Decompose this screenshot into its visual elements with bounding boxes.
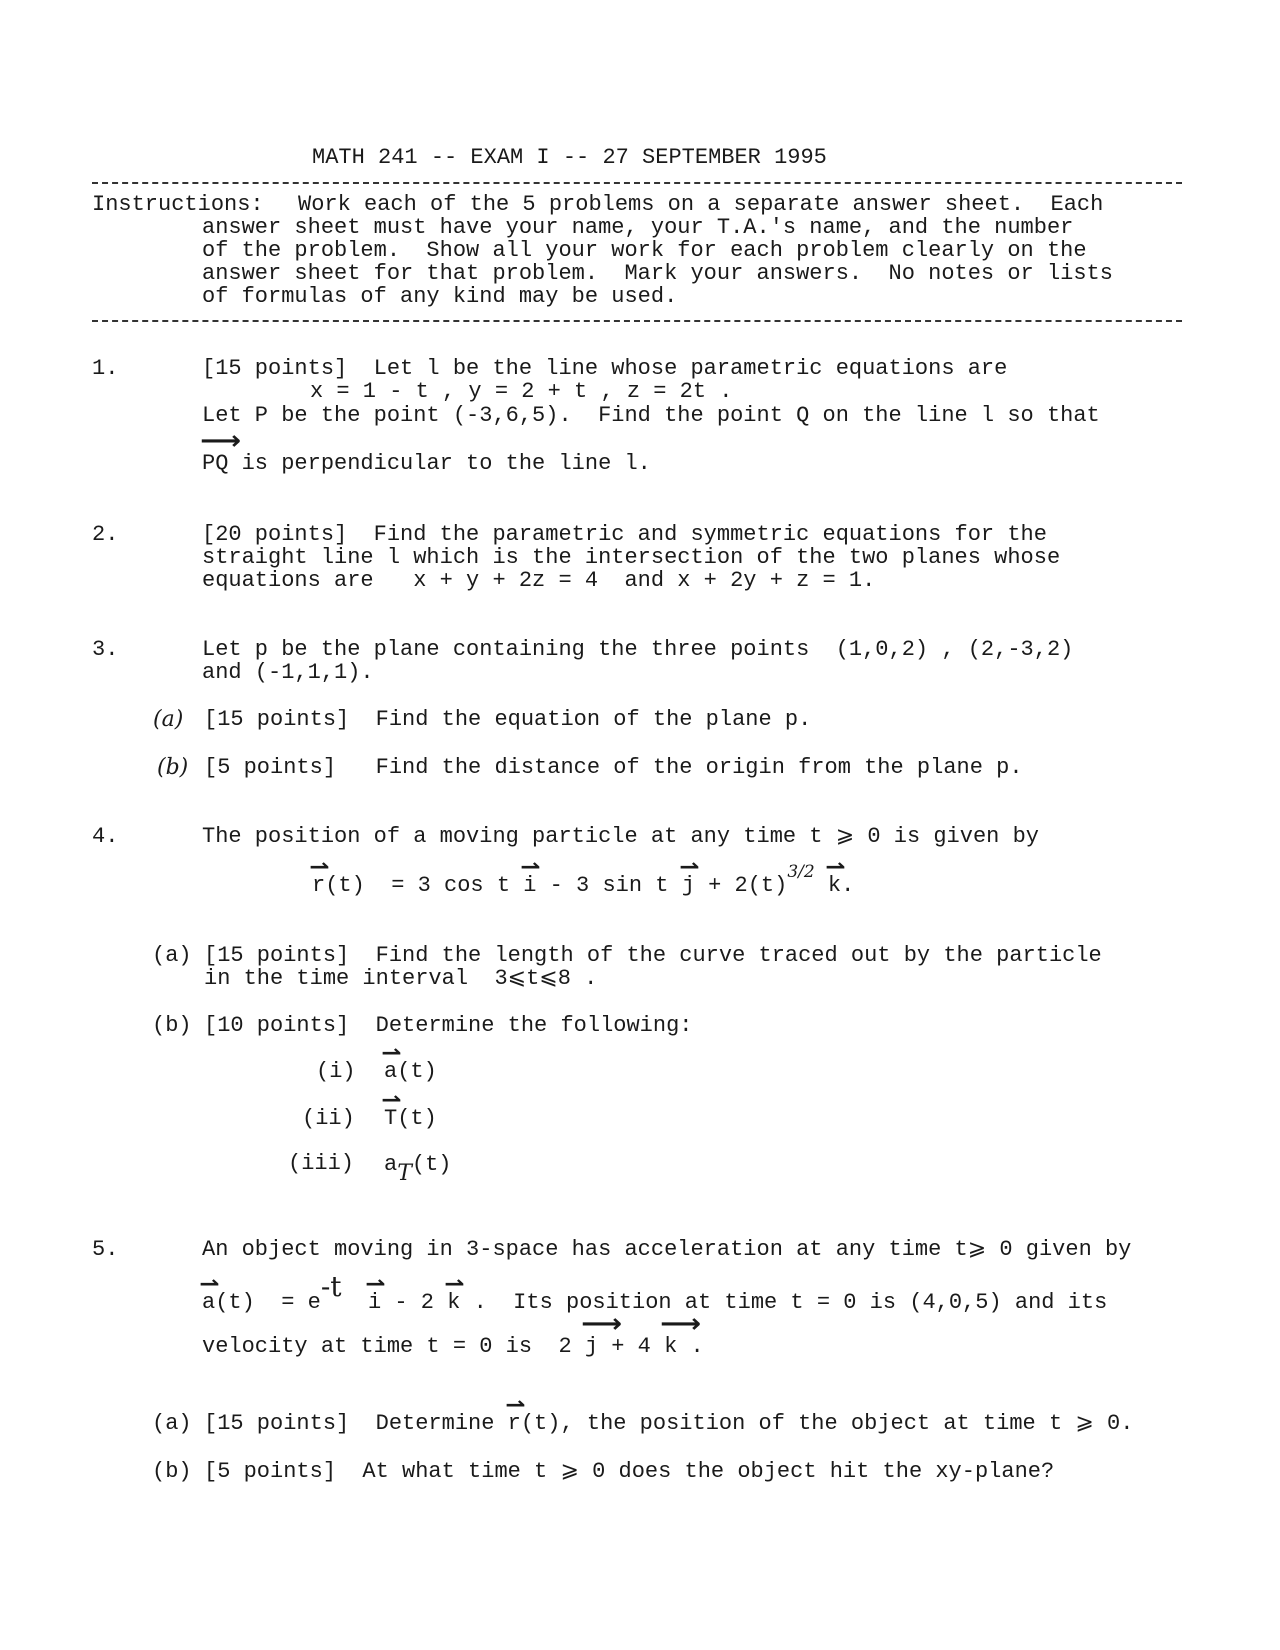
problem-4-position-equation: ⇀ r(t) = 3 cos t ⇀ i - 3 sin t ⇀ $j + 2(t)^{3/2}$ ⇀ k.	[309, 855, 855, 898]
problem-4a-label: (a)	[152, 943, 192, 968]
problem-2-line-1: [20 points] Find the parametric and symmetric equations for the	[202, 522, 1047, 547]
problem-3b-label: (b)	[157, 755, 189, 780]
problem-1-number: 1.	[92, 356, 119, 381]
problem-4b-i-label: (i)	[316, 1059, 356, 1084]
problem-4a-line-1: [15 points] Find the length of the curve traced out by the particle	[204, 943, 1102, 968]
i-vector: ⇀ i	[520, 855, 541, 898]
problem-4-number: 4.	[92, 824, 119, 849]
instructions-line-4: answer sheet for that problem. Mark your answers. No notes or lists	[202, 261, 1113, 286]
exponent: 3/2	[787, 862, 815, 882]
instructions-line-1: Work each of the 5 problems on a separate answer sheet. Each	[298, 192, 1104, 217]
instructions-line-3: of the problem. Show all your work for each problem clearly on the	[202, 238, 1087, 263]
problem-4b-ii-expr: ⇀ T(t)	[381, 1088, 437, 1131]
bottom-divider	[92, 320, 1182, 322]
problem-5b-text: [5 points] At what time t ⩾ 0 does the object hit the xy-plane?	[204, 1459, 1055, 1484]
r-vector: ⇀ r	[504, 1393, 526, 1436]
problem-4b-iii-expr: aT(t)	[384, 1152, 452, 1186]
problem-2-number: 2.	[92, 522, 119, 547]
instructions-label: Instructions:	[92, 192, 264, 217]
problem-3a-text: [15 points] Find the equation of the plane p.	[204, 707, 812, 732]
r-vector: ⇀ r	[309, 855, 330, 898]
problem-4b-ii-label: (ii)	[302, 1106, 355, 1131]
a-vector: ⇀ a	[199, 1272, 220, 1315]
i-vector: ⇀ i	[365, 1272, 386, 1315]
problem-1-line-3: Let P be the point (-3,6,5). Find the point Q on the line l so that	[202, 403, 1100, 428]
problem-5-velocity-line: velocity at time t = 0 is 2 ⟶ j + 4 ⟶ k .	[202, 1309, 704, 1359]
problem-5-line-1: An object moving in 3-space has acceleration at any time t⩾ 0 given by	[202, 1237, 1132, 1262]
problem-3-line-2: and (-1,1,1).	[202, 660, 374, 685]
k-vector: ⇀ k	[824, 855, 846, 898]
exponent: -t	[320, 1270, 342, 1303]
a-vector: ⇀ a	[381, 1041, 402, 1084]
k-vector: ⇀ k	[444, 1272, 465, 1315]
pq-vector: ⟶ PQ	[200, 426, 242, 476]
problem-4-line-1: The position of a moving particle at any time t ⩾ 0 is given by	[202, 824, 1039, 849]
problem-3-number: 3.	[92, 637, 119, 662]
problem-4b-text: [10 points] Determine the following:	[204, 1013, 693, 1038]
instructions-line-2: answer sheet must have your name, your T.A.'s name, and the number	[202, 215, 1074, 240]
problem-5-acceleration-equation: ⇀ a(t) = e-t ⇀ i - 2 ⇀ k . Its position at time t = 0 is (4,0,5) and its	[199, 1270, 1108, 1315]
problem-4a-line-2: in the time interval 3⩽t⩽8 .	[204, 966, 598, 991]
problem-5b-label: (b)	[152, 1459, 192, 1484]
exam-title: MATH 241 -- EXAM I -- 27 SEPTEMBER 1995	[312, 145, 827, 170]
instructions-line-5: of formulas of any kind may be used.	[202, 284, 678, 309]
problem-3-line-1: Let p be the plane containing the three points (1,0,2) , (2,-3,2)	[202, 637, 1074, 662]
j-vector: ⇀ j	[678, 855, 700, 898]
problem-1-line-4: ⟶ PQ is perpendicular to the line l.	[200, 426, 651, 476]
problem-4b-iii-label: (iii)	[288, 1151, 355, 1176]
problem-2-line-2: straight line l which is the intersection of the two planes whose	[202, 545, 1061, 570]
problem-2-line-3: equations are x + y + 2z = 4 and x + 2y + z = 1.	[202, 568, 876, 593]
problem-1-line-1: [15 points] Let l be the line whose parametric equations are	[202, 356, 1008, 381]
problem-3b-text: [5 points] Find the distance of the origin from the plane p.	[204, 755, 1023, 780]
top-divider	[92, 182, 1182, 184]
problem-3a-label: (a)	[153, 707, 184, 732]
problem-5a-label: (a)	[152, 1411, 192, 1436]
problem-5a-text: [15 points] Determine ⇀ r(t), the position of the object at time t ⩾ 0.	[204, 1393, 1134, 1436]
problem-4b-i-expr: ⇀ a(t)	[381, 1041, 437, 1084]
problem-4b-label: (b)	[152, 1013, 192, 1038]
problem-1-equation: x = 1 - t , y = 2 + t , z = 2t .	[310, 379, 733, 404]
t-vector: ⇀ T	[381, 1088, 402, 1131]
k-vector: ⟶ k	[660, 1309, 702, 1359]
problem-5-number: 5.	[92, 1237, 119, 1262]
j-vector: ⟶ j	[581, 1309, 623, 1359]
